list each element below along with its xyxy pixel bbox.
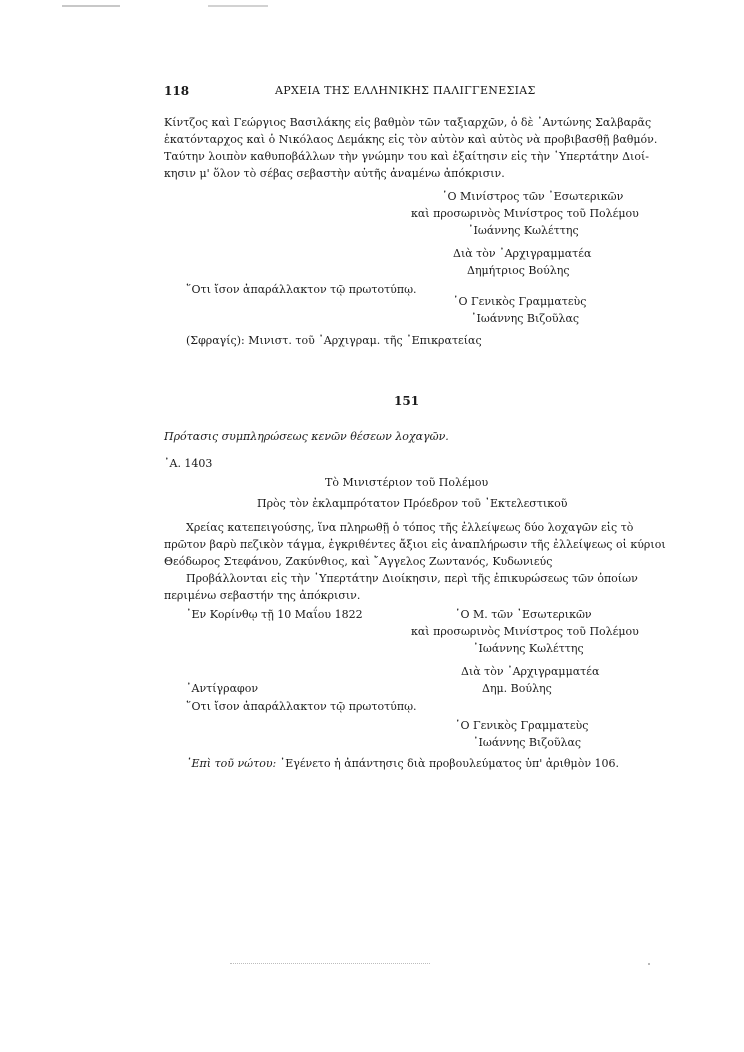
doc150-body-line-1: Κίντζος καὶ Γεώργιος Βασιλάκης εἰς βαθμὸν τῶν ταξιαρχῶν, ὁ δὲ ᾿Αντώνης Σαλβαρᾶς bbox=[164, 116, 652, 129]
doc151-copy-label: ᾿Αντίγραφον bbox=[186, 682, 259, 695]
scan-artifact-bottom bbox=[230, 963, 430, 964]
page-number: 118 bbox=[164, 84, 190, 98]
doc151-reference: ᾿Α. 1403 bbox=[164, 457, 213, 470]
doc150-secretary-name: ᾿Ιωάννης Βιζοῦλας bbox=[471, 312, 580, 325]
doc151-archgrammateus-name: Δημ. Βούλης bbox=[482, 682, 552, 695]
doc151-number: 151 bbox=[394, 394, 420, 408]
running-title: ΑΡΧΕΙΑ ΤΗΣ ΕΛΛΗΝΙΚΗΣ ΠΑΛΙΓΓΕΝΕΣΙΑΣ bbox=[275, 84, 536, 97]
doc151-certification: ῞Οτι ἴσον ἀπαράλλακτον τῷ πρωτοτύπῳ. bbox=[186, 700, 417, 713]
doc151-heading: Πρότασις συμπληρώσεως κενῶν θέσεων λοχαγῶν. bbox=[164, 430, 449, 443]
doc150-minister-role: καὶ προσωρινὸς Μινίστρος τοῦ Πολέμου bbox=[411, 207, 639, 220]
doc151-body-line-5: περιμένω σεβαστήν της ἀπόκρισιν. bbox=[164, 589, 361, 602]
doc151-sender: Τὸ Μινιστέριον τοῦ Πολέμου bbox=[325, 476, 489, 489]
doc151-minister-name: ᾿Ιωάννης Κωλέττης bbox=[473, 642, 584, 655]
doc151-dorsal-label: ᾿Επὶ τοῦ νώτου: bbox=[186, 757, 277, 770]
doc150-body-line-2: ἑκατόνταρχος καὶ ὁ Νικόλαος Δεμάκης εἰς τὸν αὐτὸν καὶ αὐτὸς νὰ προβιβασθῇ βαθμόν. bbox=[164, 133, 658, 146]
doc150-minister-title: ῾Ο Μινίστρος τῶν ᾿Εσωτερικῶν bbox=[442, 190, 624, 203]
doc150-minister-name: ᾿Ιωάννης Κωλέττης bbox=[468, 224, 579, 237]
doc151-archgrammateus-title: Διὰ τὸν ᾿Αρχιγραμματέα bbox=[461, 665, 600, 678]
scan-artifact-top-2 bbox=[208, 5, 268, 7]
scan-artifact-dot bbox=[648, 963, 650, 965]
doc151-body-line-2: πρῶτον βαρὺ πεζικὸν τάγμα, ἐγκριθέντες ἄξιοι εἰς ἀναπλήρωσιν τῆς ἐλλείψεως οἱ κύριοι bbox=[164, 538, 666, 551]
doc150-secretary-title: ῾Ο Γενικὸς Γραμματεὺς bbox=[453, 295, 587, 308]
doc151-minister-role: καὶ προσωρινὸς Μινίστρος τοῦ Πολέμου bbox=[411, 625, 639, 638]
doc150-body-line-4: κησιν μ' ὅλον τὸ σέβας σεβαστὴν αὐτῆς ἀναμένω ἀπόκρισιν. bbox=[164, 167, 505, 180]
doc151-body-line-1: Χρείας κατεπειγούσης, ἵνα πληρωθῇ ὁ τόπος τῆς ἐλλείψεως δύο λοχαγῶν εἰς τὸ bbox=[186, 521, 634, 534]
doc150-archgrammateus-name: Δημήτριος Βούλης bbox=[467, 264, 570, 277]
doc151-secretary-title: ῾Ο Γενικὸς Γραμματεὺς bbox=[455, 719, 589, 732]
doc151-body-line-4: Προβάλλονται εἰς τὴν ῾Υπερτάτην Διοίκησιν, περὶ τῆς ἐπικυρώσεως τῶν ὁποίων bbox=[186, 572, 638, 585]
doc151-addressee: Πρὸς τὸν ἐκλαμπρότατον Πρόεδρον τοῦ ᾿Εκτελεστικοῦ bbox=[257, 497, 568, 510]
doc150-archgrammateus-title: Διὰ τὸν ᾿Αρχιγραμματέα bbox=[453, 247, 592, 260]
doc151-secretary-name: ᾿Ιωάννης Βιζοῦλας bbox=[473, 736, 582, 749]
doc150-body-line-3: Ταύτην λοιπὸν καθυποβάλλων τὴν γνώμην του καὶ ἐξαίτησιν εἰς τὴν ῾Υπερτάτην Διοί- bbox=[164, 150, 649, 163]
doc151-place-date: ᾿Εν Κορίνθῳ τῇ 10 Μαΐου 1822 bbox=[186, 608, 363, 621]
doc150-seal-note: (Σφραγίς): Μινιστ. τοῦ ᾿Αρχιγραμ. τῆς ᾿Επικρατείας bbox=[186, 334, 482, 347]
doc151-minister-title: ῾Ο Μ. τῶν ᾿Εσωτερικῶν bbox=[455, 608, 592, 621]
doc151-dorsal-text: ᾿Εγένετο ἡ ἀπάντησις διὰ προβουλεύματος ὑπ' ἀριθμὸν 106. bbox=[279, 757, 619, 770]
scan-artifact-top bbox=[62, 5, 120, 7]
doc151-body-line-3: Θεόδωρος Στεφάνου, Ζακύνθιος, καὶ ῎Αγγελος Ζωντανός, Κυδωνιεύς bbox=[164, 555, 553, 568]
doc151-dorsal-note bbox=[186, 757, 619, 771]
doc150-certification: ῞Οτι ἴσον ἀπαράλλακτον τῷ πρωτοτύπῳ. bbox=[186, 283, 417, 296]
